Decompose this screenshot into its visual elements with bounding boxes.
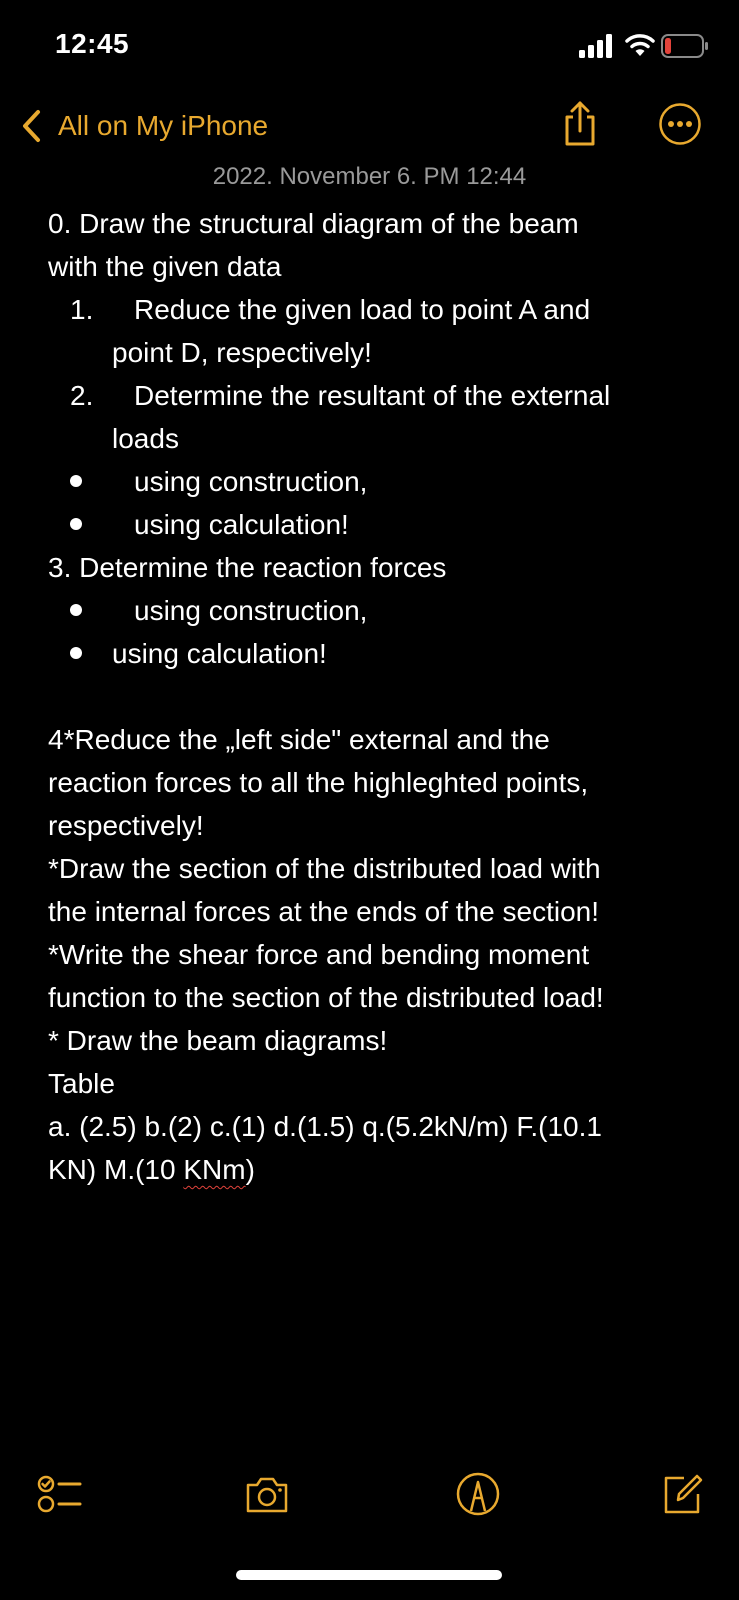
note-line: using construction, (134, 466, 368, 497)
note-line: with the given data (48, 251, 282, 282)
note-line: using calculation! (134, 509, 349, 540)
note-line: point D, respectively! (112, 337, 372, 368)
note-line: 4*Reduce the „left side" external and the (48, 724, 550, 755)
note-line: Determine the resultant of the external (134, 380, 611, 411)
chevron-left-icon (20, 108, 44, 144)
back-button[interactable] (20, 106, 268, 146)
status-icons (579, 30, 709, 60)
list-number: 2. (70, 380, 94, 411)
markup-icon[interactable] (454, 1470, 502, 1518)
home-indicator[interactable] (236, 1570, 502, 1580)
note-line: function to the section of the distributed load! (48, 982, 604, 1013)
wifi-icon (625, 32, 655, 58)
note-line: the internal forces at the ends of the section! (48, 896, 600, 927)
list-number: 1. (70, 294, 94, 325)
note-date: 2022. November 6. PM 12:44 (212, 163, 527, 190)
bullet (70, 604, 82, 616)
bullet (70, 475, 82, 487)
back-label: All on My iPhone (58, 110, 269, 141)
signal-icon (579, 34, 619, 58)
note-line: *Write the shear force and bending moment (48, 939, 590, 970)
bullet (70, 647, 82, 659)
checklist-icon[interactable] (36, 1470, 84, 1518)
note-line: 3. Determine the reaction forces (48, 552, 447, 583)
note-line-part: ) (245, 1154, 255, 1185)
note-line: using construction, (134, 595, 368, 626)
note-line-part: KN) M.(10 (48, 1154, 184, 1185)
note-line (48, 1148, 255, 1191)
note-line: *Draw the section of the distributed load with (48, 853, 601, 884)
note-line: Reduce the given load to point A and (134, 294, 591, 325)
misspelled-word[interactable]: KNm (183, 1154, 246, 1185)
status-bar (0, 0, 739, 90)
note-line: reaction forces to all the highleghted points, (48, 767, 589, 798)
note-line: Table (48, 1068, 115, 1099)
camera-icon[interactable] (243, 1470, 291, 1518)
status-time: 12:45 (55, 28, 130, 59)
note-line: using calculation! (112, 638, 327, 669)
note-line: 0. Draw the structural diagram of the beam (48, 208, 579, 239)
share-icon[interactable] (560, 100, 600, 148)
note-line: * Draw the beam diagrams! (48, 1025, 388, 1056)
note-line: a. (2.5) b.(2) c.(1) d.(1.5) q.(5.2kN/m) F.(10.1 (48, 1111, 602, 1142)
navigation-bar (0, 100, 739, 160)
bottom-toolbar (0, 1470, 739, 1530)
compose-icon[interactable] (658, 1470, 706, 1518)
bullet (70, 518, 82, 530)
battery-low-icon (661, 34, 709, 58)
note-line: respectively! (48, 810, 204, 841)
more-icon[interactable] (658, 102, 702, 146)
note-line: loads (112, 423, 179, 454)
